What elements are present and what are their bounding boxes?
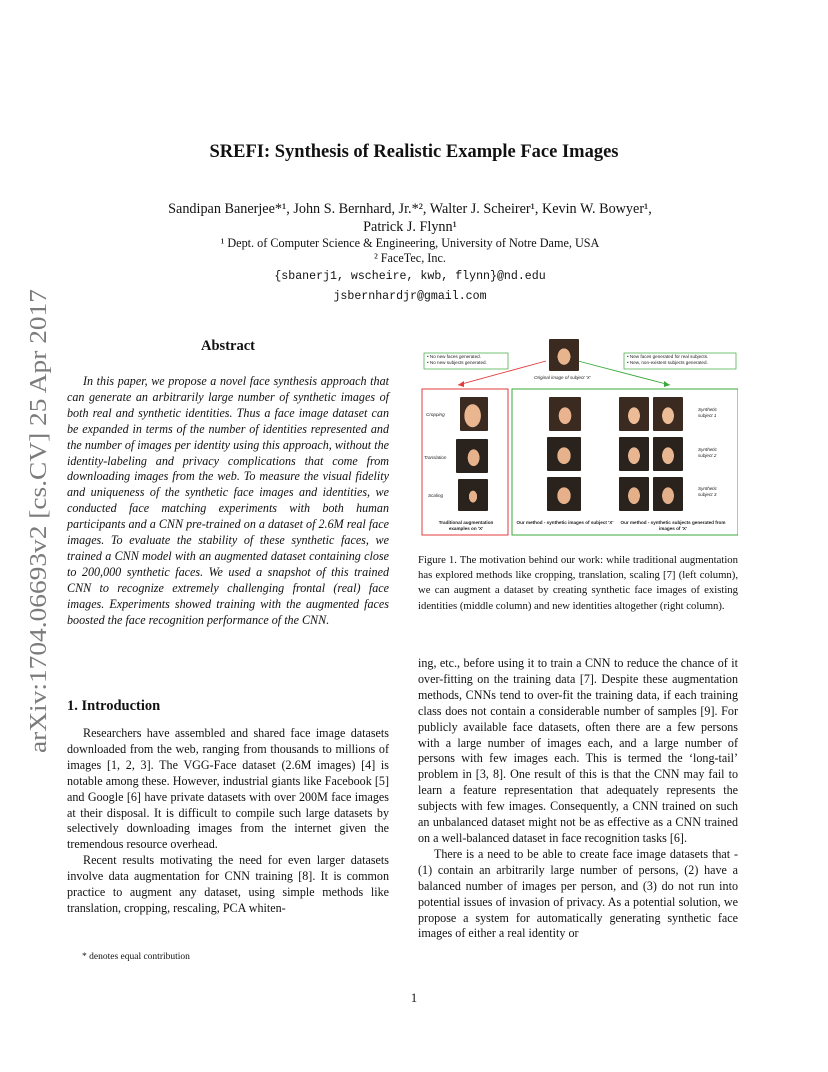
- right-column: [418, 656, 738, 942]
- arxiv-stamp-text: arXiv:1704.06693v2 [cs.CV] 25 Apr 2017: [25, 337, 52, 753]
- right-paragraph-1: ing, etc., before using it to train a CNN to reduce the chance of it over-fitting on the training data [7]. Despite these augmentation methods, CNNs tend to over-fit the training data, if each training class does not contain a considerable number of samples [9]. For publicly available face datasets, often there are a few persons with a large number of images each, and a large number of persons with few images each. This is termed the ‘long-tail’ problem in [3, 8]. One result of this is that the CNN may fail to learn a feature representation that adequately represents the subjects with few images. Consequently, a CNN trained on such an unbalanced dataset might not be as effective as a CNN trained on a well-balanced dataset in face recognition tasks [6].: [418, 656, 738, 845]
- row-label-scaling: Scaling: [428, 493, 444, 498]
- synthetic-x-face-2: [547, 437, 581, 471]
- synthetic-subject-1-label: Synthetic subject 1: [698, 407, 717, 418]
- scaling-face-image: [458, 479, 488, 511]
- synthetic-subject-1-face-b: [653, 397, 683, 431]
- figure-right-box-text: • New faces generated for real subjects. • New, non-existent subjects generated.: [627, 354, 709, 365]
- original-face-image: [549, 339, 579, 371]
- synthetic-subject-3-label: Synthetic subject 3: [698, 486, 717, 497]
- figure-col1-caption: Traditional augmentation examples on 'X': [438, 520, 494, 531]
- figure-1-caption: Figure 1. The motivation behind our work: while traditional augmentation has explored methods like cropping, translation, scaling [7] (left column), we can augment a dataset by creating synthetic face images of existing identities (middle column) and new identities altogether (right column).: [418, 554, 738, 612]
- figure-col2-caption: Our method - synthetic images of subject 'X': [516, 520, 614, 525]
- row-label-translation: Translation: [424, 455, 447, 460]
- affiliation-1: ¹ Dept. of Computer Science & Engineering, University of Notre Dame, USA: [220, 236, 600, 250]
- synthetic-x-face-3: [547, 477, 581, 511]
- synthetic-subject-2-face-b: [653, 437, 683, 471]
- original-image-label: Original image of subject 'X': [534, 375, 591, 380]
- synthetic-subject-2-face-a: [619, 437, 649, 471]
- abstract-body: In this paper, we propose a novel face synthesis approach that can generate an arbitrarily large number of synthetic images of both real and synthetic identities. Thus a face image dataset can be expanded in terms of the number of identities represented and the number of images per identity using this approach, without the identity-labeling and privacy complications that come from downloading images from the web. To measure the visual fidelity and uniqueness of the synthetic face images and identities, we conducted face matching experiments with both human participants and a CNN pre-trained on a dataset of 2.6M real face images. To evaluate the stability of these synthetic faces, we trained a CNN model with an augmented dataset containing close to 200,000 synthetic faces. We used a snapshot of this trained CNN to recognize extremely challenging frontal (real) face images. Experiments showed training with the augmented faces boosted the face recognition performance of the CNN.: [67, 374, 389, 627]
- figure-col3-caption: Our method - synthetic subjects generated from images of 'X': [620, 520, 726, 531]
- synthetic-subject-1-face-a: [619, 397, 649, 431]
- synthetic-x-face-1: [549, 397, 581, 431]
- figure-left-box-text: • No new faces generated. • No new subjects generated.: [427, 354, 487, 365]
- authors-line-1: Sandipan Banerjee*¹, John S. Bernhard, Jr.*², Walter J. Scheirer¹, Kevin W. Bowyer¹,: [168, 201, 652, 217]
- row-label-cropping: Cropping: [426, 412, 445, 417]
- author-list: [100, 200, 720, 236]
- synthetic-subject-2-label: Synthetic subject 2: [698, 447, 717, 458]
- intro-column: [67, 726, 389, 917]
- abstract-heading: Abstract: [201, 338, 255, 354]
- emails-line-1: {sbanerj1, wscheire, kwb, flynn}@nd.edu: [274, 270, 546, 283]
- emails-line-2: jsbernhardjr@gmail.com: [333, 290, 487, 303]
- cropping-face-image: [460, 397, 488, 431]
- right-paragraph-2: There is a need to be able to create face image datasets that - (1) contain an arbitrarily large number of persons, (2) have a balanced number of images per person, and (3) do not run into potential issues of invasion of privacy. As a potential solution, we propose a system for automatically generating synthetic face images of either a real identity or: [418, 846, 738, 941]
- figure-1: [418, 339, 738, 541]
- authors-line-2: Patrick J. Flynn¹: [363, 219, 457, 235]
- synthetic-subject-3-face-b: [653, 477, 683, 511]
- intro-paragraph-1: Researchers have assembled and shared face image datasets downloaded from the web, ranging from thousands to millions of images [1, 2, 3]. The VGG-Face dataset (2.6M images) [4] is notable among these. However, industrial giants like Facebook [5] and Google [6] have private datasets with over 200M face images at their disposal. It is difficult to compile such large datasets by selectively downloading images from the internet given the tremendous resource overhead.: [67, 726, 389, 852]
- intro-paragraph-2: Recent results motivating the need for even larger datasets involve data augmentation for CNN training [8]. It is common practice to augment any dataset, using simple methods like translation, cropping, rescaling, PCA whiten-: [67, 853, 389, 915]
- page-number: 1: [410, 991, 418, 1005]
- section-heading-introduction: 1. Introduction: [67, 698, 161, 714]
- paper-title: SREFI: Synthesis of Realistic Example Face Images: [209, 142, 619, 162]
- affiliations: [100, 236, 720, 266]
- footnote: * denotes equal contribution: [82, 952, 190, 962]
- arxiv-stamp: [8, 285, 58, 755]
- translation-face-image: [456, 439, 488, 473]
- synthetic-subject-3-face-a: [619, 477, 649, 511]
- affiliation-2: ² FaceTec, Inc.: [374, 251, 446, 265]
